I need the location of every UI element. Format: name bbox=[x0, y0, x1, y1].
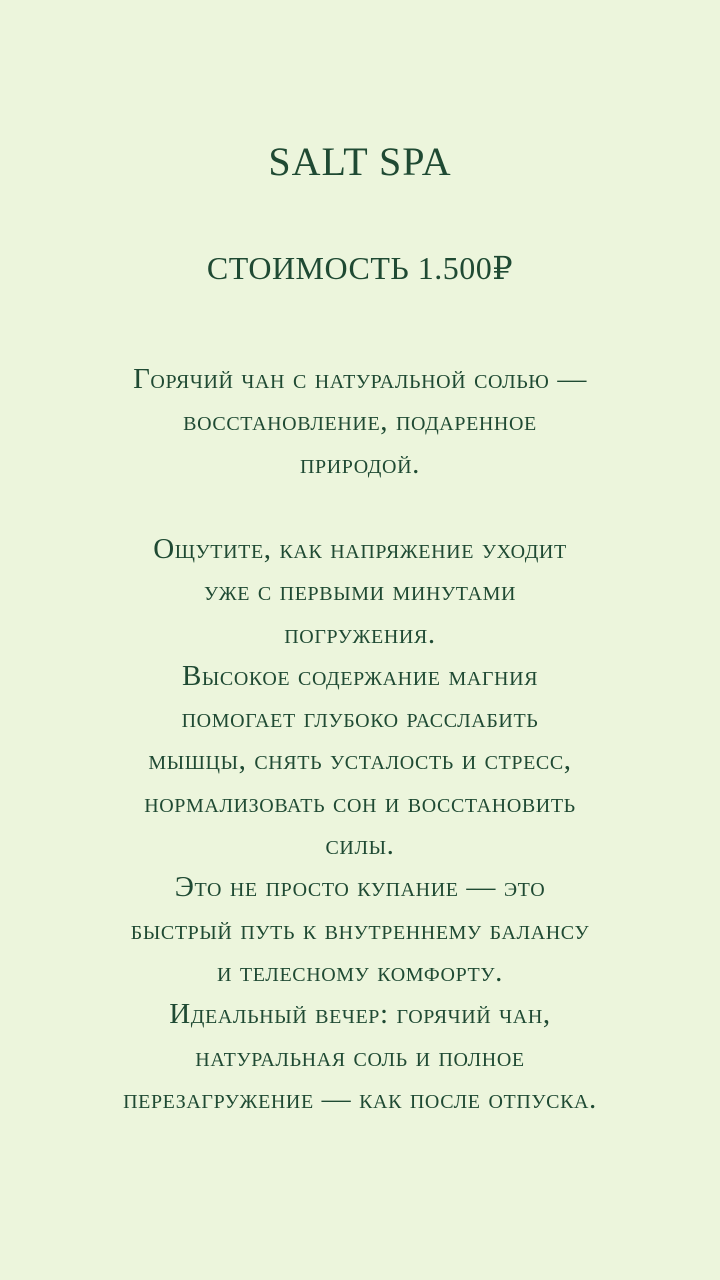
description-paragraph bbox=[30, 528, 690, 1120]
text-line: уже с первыми минутами bbox=[203, 575, 517, 608]
text-line: Ощутите, как напряжение уходит bbox=[153, 533, 567, 565]
text-line: быстрый путь к внутреннему балансу bbox=[130, 913, 590, 946]
intro-paragraph bbox=[30, 358, 690, 485]
text-line: Идеальный вечер: горячий чан, bbox=[169, 998, 551, 1031]
text-line: природой. bbox=[299, 447, 420, 480]
text-line: мышцы, снять усталость и стресс, bbox=[148, 744, 572, 777]
page-title: SALT SPA bbox=[268, 139, 452, 184]
text-line: восстановление, подаренное bbox=[183, 405, 537, 438]
text-line: помогает глубоко расслабить bbox=[181, 702, 539, 735]
text-line: натуральная соль и полное bbox=[195, 1040, 525, 1073]
text-line: Высокое содержание магния bbox=[181, 659, 539, 692]
text-line: и телесному комфорту. bbox=[217, 955, 503, 988]
text-line: нормализовать сон и восстановить bbox=[144, 786, 576, 819]
text-line: Горячий чан с натуральной солью — bbox=[133, 363, 587, 395]
price-label: СТОИМОСТЬ 1.500₽ bbox=[206, 250, 514, 286]
text-line: погружения. bbox=[284, 617, 436, 650]
text-line: силы. bbox=[325, 829, 395, 862]
text-line: Это не просто купание — это bbox=[174, 871, 546, 904]
text-line: перезагружение — как после отпуска. bbox=[123, 1082, 597, 1115]
